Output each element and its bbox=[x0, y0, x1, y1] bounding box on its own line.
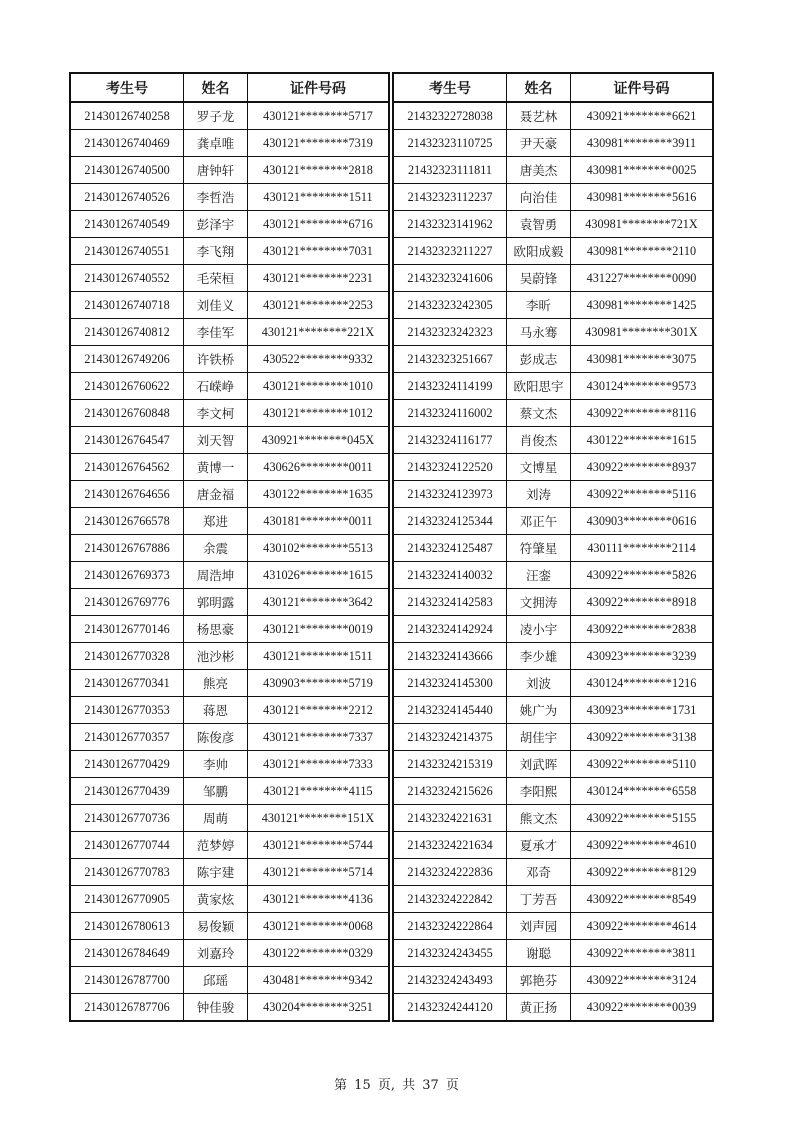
cell-exam-number: 21430126740551 bbox=[70, 238, 184, 265]
cell-id-number: 430981********721X bbox=[571, 211, 714, 238]
table-row bbox=[393, 886, 713, 913]
table-row bbox=[70, 940, 389, 967]
cell-name: 刘声园 bbox=[507, 913, 571, 940]
cell-id-number: 430102********5513 bbox=[248, 535, 390, 562]
table-row bbox=[70, 508, 389, 535]
cell-name: 聂艺林 bbox=[507, 102, 571, 130]
cell-exam-number: 21430126784649 bbox=[70, 940, 184, 967]
cell-exam-number: 21430126749206 bbox=[70, 346, 184, 373]
table-row bbox=[70, 778, 389, 805]
cell-name: 文拥涛 bbox=[507, 589, 571, 616]
cell-exam-number: 21432324125487 bbox=[393, 535, 507, 562]
cell-exam-number: 21432323241606 bbox=[393, 265, 507, 292]
cell-name: 熊文杰 bbox=[507, 805, 571, 832]
cell-id-number: 430121********2212 bbox=[248, 697, 390, 724]
cell-exam-number: 21432324142924 bbox=[393, 616, 507, 643]
cell-exam-number: 21430126760622 bbox=[70, 373, 184, 400]
table-row bbox=[70, 102, 389, 130]
cell-name: 李昕 bbox=[507, 292, 571, 319]
cell-exam-number: 21432324215626 bbox=[393, 778, 507, 805]
table-row bbox=[393, 778, 713, 805]
cell-id-number: 430981********3075 bbox=[571, 346, 714, 373]
cell-name: 袁智勇 bbox=[507, 211, 571, 238]
cell-name: 蒋恩 bbox=[184, 697, 248, 724]
cell-exam-number: 21430126740552 bbox=[70, 265, 184, 292]
cell-name: 周萌 bbox=[184, 805, 248, 832]
header-name: 姓名 bbox=[507, 73, 571, 102]
cell-exam-number: 21432324125344 bbox=[393, 508, 507, 535]
cell-exam-number: 21430126770328 bbox=[70, 643, 184, 670]
cell-id-number: 430121********7319 bbox=[248, 130, 390, 157]
table-body-right bbox=[393, 102, 713, 1021]
cell-name: 肖俊杰 bbox=[507, 427, 571, 454]
cell-name: 文博星 bbox=[507, 454, 571, 481]
candidate-tables bbox=[69, 72, 714, 1022]
cell-name: 李飞翔 bbox=[184, 238, 248, 265]
cell-exam-number: 21432324122520 bbox=[393, 454, 507, 481]
table-row bbox=[393, 643, 713, 670]
cell-exam-number: 21432324114199 bbox=[393, 373, 507, 400]
cell-exam-number: 21430126764656 bbox=[70, 481, 184, 508]
header-exam-number: 考生号 bbox=[393, 73, 507, 102]
table-row bbox=[70, 292, 389, 319]
cell-name: 郑进 bbox=[184, 508, 248, 535]
cell-exam-number: 21430126766578 bbox=[70, 508, 184, 535]
cell-exam-number: 21432324222842 bbox=[393, 886, 507, 913]
cell-name: 杨思豪 bbox=[184, 616, 248, 643]
cell-id-number: 430121********2818 bbox=[248, 157, 390, 184]
cell-id-number: 430903********5719 bbox=[248, 670, 390, 697]
cell-id-number: 430481********9342 bbox=[248, 967, 390, 994]
cell-id-number: 430981********301X bbox=[571, 319, 714, 346]
table-row bbox=[393, 562, 713, 589]
cell-name: 刘嘉玲 bbox=[184, 940, 248, 967]
cell-name: 汪銮 bbox=[507, 562, 571, 589]
cell-id-number: 430122********1635 bbox=[248, 481, 390, 508]
table-row bbox=[393, 508, 713, 535]
table-row bbox=[70, 184, 389, 211]
table-row bbox=[393, 265, 713, 292]
cell-name: 李文柯 bbox=[184, 400, 248, 427]
table-row bbox=[393, 427, 713, 454]
table-row bbox=[393, 589, 713, 616]
table-row bbox=[70, 427, 389, 454]
page-footer: 第 15 页, 共 37 页 bbox=[334, 1078, 459, 1093]
cell-id-number: 430121********3642 bbox=[248, 589, 390, 616]
table-row bbox=[70, 886, 389, 913]
cell-exam-number: 21430126740526 bbox=[70, 184, 184, 211]
cell-name: 马永骞 bbox=[507, 319, 571, 346]
cell-name: 李少雄 bbox=[507, 643, 571, 670]
cell-name: 黄正扬 bbox=[507, 994, 571, 1022]
cell-id-number: 430124********6558 bbox=[571, 778, 714, 805]
table-row bbox=[393, 940, 713, 967]
cell-exam-number: 21432324143666 bbox=[393, 643, 507, 670]
cell-exam-number: 21432324116002 bbox=[393, 400, 507, 427]
cell-id-number: 430922********5826 bbox=[571, 562, 714, 589]
cell-id-number: 430121********6716 bbox=[248, 211, 390, 238]
table-row bbox=[393, 697, 713, 724]
table-row bbox=[393, 211, 713, 238]
cell-id-number: 430922********3811 bbox=[571, 940, 714, 967]
table-row bbox=[393, 805, 713, 832]
header-name: 姓名 bbox=[184, 73, 248, 102]
table-row bbox=[393, 373, 713, 400]
cell-exam-number: 21430126770146 bbox=[70, 616, 184, 643]
cell-exam-number: 21430126769373 bbox=[70, 562, 184, 589]
table-row bbox=[393, 184, 713, 211]
cell-exam-number: 21430126787700 bbox=[70, 967, 184, 994]
cell-id-number: 430124********1216 bbox=[571, 670, 714, 697]
header-id-number: 证件号码 bbox=[248, 73, 390, 102]
cell-name: 罗子龙 bbox=[184, 102, 248, 130]
cell-id-number: 430121********1511 bbox=[248, 643, 390, 670]
table-row bbox=[70, 724, 389, 751]
cell-exam-number: 21430126760848 bbox=[70, 400, 184, 427]
cell-exam-number: 21432324214375 bbox=[393, 724, 507, 751]
cell-exam-number: 21432324221631 bbox=[393, 805, 507, 832]
cell-name: 郭艳芬 bbox=[507, 967, 571, 994]
cell-exam-number: 21432324222836 bbox=[393, 859, 507, 886]
cell-id-number: 430522********9332 bbox=[248, 346, 390, 373]
cell-id-number: 430922********8937 bbox=[571, 454, 714, 481]
table-row bbox=[70, 454, 389, 481]
cell-exam-number: 21430126770905 bbox=[70, 886, 184, 913]
cell-exam-number: 21432324221634 bbox=[393, 832, 507, 859]
cell-name: 黄家炫 bbox=[184, 886, 248, 913]
table-row bbox=[70, 319, 389, 346]
table-row bbox=[393, 670, 713, 697]
cell-name: 范梦婷 bbox=[184, 832, 248, 859]
cell-exam-number: 21432323110725 bbox=[393, 130, 507, 157]
table-row bbox=[70, 562, 389, 589]
cell-id-number: 431227********0090 bbox=[571, 265, 714, 292]
cell-name: 唐美杰 bbox=[507, 157, 571, 184]
cell-id-number: 430204********3251 bbox=[248, 994, 390, 1022]
table-row bbox=[393, 913, 713, 940]
cell-id-number: 430121********7333 bbox=[248, 751, 390, 778]
table-row bbox=[70, 535, 389, 562]
table-row bbox=[70, 643, 389, 670]
candidate-table-right bbox=[392, 72, 714, 1022]
table-row bbox=[70, 805, 389, 832]
cell-id-number: 430121********5744 bbox=[248, 832, 390, 859]
cell-id-number: 430922********8116 bbox=[571, 400, 714, 427]
table-row bbox=[393, 616, 713, 643]
cell-exam-number: 21432323251667 bbox=[393, 346, 507, 373]
cell-name: 唐金福 bbox=[184, 481, 248, 508]
cell-name: 余震 bbox=[184, 535, 248, 562]
table-row bbox=[70, 481, 389, 508]
cell-name: 蔡文杰 bbox=[507, 400, 571, 427]
candidate-table-left bbox=[69, 72, 390, 1022]
cell-exam-number: 21432323111811 bbox=[393, 157, 507, 184]
cell-exam-number: 21432324116177 bbox=[393, 427, 507, 454]
cell-exam-number: 21430126770439 bbox=[70, 778, 184, 805]
table-row bbox=[70, 346, 389, 373]
cell-exam-number: 21430126764547 bbox=[70, 427, 184, 454]
cell-exam-number: 21432323242323 bbox=[393, 319, 507, 346]
table-row bbox=[70, 400, 389, 427]
cell-id-number: 430122********1615 bbox=[571, 427, 714, 454]
cell-exam-number: 21430126740500 bbox=[70, 157, 184, 184]
cell-id-number: 430922********5116 bbox=[571, 481, 714, 508]
cell-exam-number: 21432323242305 bbox=[393, 292, 507, 319]
table-row bbox=[70, 130, 389, 157]
cell-id-number: 430922********8918 bbox=[571, 589, 714, 616]
table-row bbox=[393, 292, 713, 319]
cell-name: 彭成志 bbox=[507, 346, 571, 373]
cell-name: 刘波 bbox=[507, 670, 571, 697]
cell-name: 许铁桥 bbox=[184, 346, 248, 373]
cell-name: 刘天智 bbox=[184, 427, 248, 454]
cell-id-number: 430121********5714 bbox=[248, 859, 390, 886]
cell-id-number: 430121********7337 bbox=[248, 724, 390, 751]
cell-name: 易俊颖 bbox=[184, 913, 248, 940]
cell-name: 陈宇建 bbox=[184, 859, 248, 886]
cell-name: 熊亮 bbox=[184, 670, 248, 697]
table-row bbox=[70, 589, 389, 616]
cell-id-number: 430922********3124 bbox=[571, 967, 714, 994]
table-row bbox=[393, 157, 713, 184]
table-row bbox=[393, 130, 713, 157]
cell-exam-number: 21430126740549 bbox=[70, 211, 184, 238]
cell-name: 吴蔚锋 bbox=[507, 265, 571, 292]
cell-exam-number: 21430126767886 bbox=[70, 535, 184, 562]
cell-id-number: 430922********8549 bbox=[571, 886, 714, 913]
cell-name: 邱瑶 bbox=[184, 967, 248, 994]
table-row bbox=[70, 616, 389, 643]
cell-name: 符肇星 bbox=[507, 535, 571, 562]
cell-id-number: 430923********1731 bbox=[571, 697, 714, 724]
cell-name: 李哲浩 bbox=[184, 184, 248, 211]
table-row bbox=[393, 724, 713, 751]
cell-name: 邹鹏 bbox=[184, 778, 248, 805]
cell-id-number: 430121********0068 bbox=[248, 913, 390, 940]
table-row bbox=[393, 832, 713, 859]
cell-name: 邓奇 bbox=[507, 859, 571, 886]
cell-exam-number: 21430126740258 bbox=[70, 102, 184, 130]
cell-exam-number: 21430126770341 bbox=[70, 670, 184, 697]
cell-exam-number: 21430126764562 bbox=[70, 454, 184, 481]
cell-name: 向治佳 bbox=[507, 184, 571, 211]
table-row bbox=[393, 535, 713, 562]
cell-name: 李帅 bbox=[184, 751, 248, 778]
cell-exam-number: 21432324244120 bbox=[393, 994, 507, 1022]
cell-name: 龚卓唯 bbox=[184, 130, 248, 157]
cell-id-number: 430121********1012 bbox=[248, 400, 390, 427]
header-exam-number: 考生号 bbox=[70, 73, 184, 102]
cell-name: 夏承才 bbox=[507, 832, 571, 859]
table-row bbox=[393, 319, 713, 346]
cell-name: 姚广为 bbox=[507, 697, 571, 724]
cell-exam-number: 21430126740812 bbox=[70, 319, 184, 346]
cell-name: 谢聪 bbox=[507, 940, 571, 967]
cell-exam-number: 21432324243493 bbox=[393, 967, 507, 994]
cell-name: 李佳军 bbox=[184, 319, 248, 346]
cell-name: 丁芳吾 bbox=[507, 886, 571, 913]
cell-exam-number: 21432324142583 bbox=[393, 589, 507, 616]
cell-id-number: 430903********0616 bbox=[571, 508, 714, 535]
table-row bbox=[393, 967, 713, 994]
table-row bbox=[393, 481, 713, 508]
cell-exam-number: 21430126770429 bbox=[70, 751, 184, 778]
cell-name: 刘武晖 bbox=[507, 751, 571, 778]
cell-exam-number: 21432322728038 bbox=[393, 102, 507, 130]
cell-id-number: 430121********151X bbox=[248, 805, 390, 832]
cell-exam-number: 21430126740718 bbox=[70, 292, 184, 319]
cell-name: 石嵘峥 bbox=[184, 373, 248, 400]
table-row bbox=[70, 859, 389, 886]
cell-id-number: 430922********5155 bbox=[571, 805, 714, 832]
cell-exam-number: 21432324215319 bbox=[393, 751, 507, 778]
cell-id-number: 430923********3239 bbox=[571, 643, 714, 670]
cell-id-number: 430121********4136 bbox=[248, 886, 390, 913]
cell-name: 郭明露 bbox=[184, 589, 248, 616]
cell-name: 池沙彬 bbox=[184, 643, 248, 670]
cell-exam-number: 21432324145300 bbox=[393, 670, 507, 697]
cell-id-number: 430122********0329 bbox=[248, 940, 390, 967]
cell-name: 凌小宇 bbox=[507, 616, 571, 643]
cell-id-number: 430111********2114 bbox=[571, 535, 714, 562]
cell-exam-number: 21432324222864 bbox=[393, 913, 507, 940]
cell-id-number: 430121********1010 bbox=[248, 373, 390, 400]
table-row bbox=[393, 238, 713, 265]
cell-exam-number: 21430126770357 bbox=[70, 724, 184, 751]
cell-exam-number: 21430126770736 bbox=[70, 805, 184, 832]
cell-id-number: 430922********5110 bbox=[571, 751, 714, 778]
table-row bbox=[393, 102, 713, 130]
cell-id-number: 430922********4610 bbox=[571, 832, 714, 859]
cell-id-number: 430981********1425 bbox=[571, 292, 714, 319]
cell-exam-number: 21432323112237 bbox=[393, 184, 507, 211]
table-header-row bbox=[393, 73, 713, 102]
table-row bbox=[70, 913, 389, 940]
cell-name: 欧阳思宇 bbox=[507, 373, 571, 400]
table-row bbox=[393, 994, 713, 1022]
cell-id-number: 430181********0011 bbox=[248, 508, 390, 535]
cell-name: 黄博一 bbox=[184, 454, 248, 481]
table-row bbox=[393, 346, 713, 373]
cell-exam-number: 21432324123973 bbox=[393, 481, 507, 508]
cell-id-number: 430921********045X bbox=[248, 427, 390, 454]
cell-exam-number: 21432324243455 bbox=[393, 940, 507, 967]
cell-exam-number: 21430126770353 bbox=[70, 697, 184, 724]
cell-exam-number: 21430126770783 bbox=[70, 859, 184, 886]
table-body-left bbox=[70, 102, 389, 1021]
table-row bbox=[70, 994, 389, 1022]
table-row bbox=[393, 751, 713, 778]
cell-exam-number: 21430126769776 bbox=[70, 589, 184, 616]
table-row bbox=[70, 967, 389, 994]
cell-id-number: 430921********6621 bbox=[571, 102, 714, 130]
cell-id-number: 430121********7031 bbox=[248, 238, 390, 265]
cell-name: 彭泽宇 bbox=[184, 211, 248, 238]
header-id-number: 证件号码 bbox=[571, 73, 714, 102]
table-row bbox=[393, 400, 713, 427]
table-row bbox=[393, 859, 713, 886]
cell-id-number: 431026********1615 bbox=[248, 562, 390, 589]
cell-id-number: 430981********5616 bbox=[571, 184, 714, 211]
cell-name: 刘佳义 bbox=[184, 292, 248, 319]
table-row bbox=[70, 670, 389, 697]
cell-name: 毛荣桓 bbox=[184, 265, 248, 292]
table-row bbox=[70, 157, 389, 184]
cell-exam-number: 21432324140032 bbox=[393, 562, 507, 589]
cell-name: 陈俊彦 bbox=[184, 724, 248, 751]
table-row bbox=[70, 265, 389, 292]
cell-id-number: 430981********2110 bbox=[571, 238, 714, 265]
cell-exam-number: 21430126740469 bbox=[70, 130, 184, 157]
cell-id-number: 430121********0019 bbox=[248, 616, 390, 643]
cell-exam-number: 21430126787706 bbox=[70, 994, 184, 1022]
cell-exam-number: 21432323141962 bbox=[393, 211, 507, 238]
cell-exam-number: 21430126770744 bbox=[70, 832, 184, 859]
table-row bbox=[70, 832, 389, 859]
table-row bbox=[70, 373, 389, 400]
cell-id-number: 430626********0011 bbox=[248, 454, 390, 481]
cell-id-number: 430922********4614 bbox=[571, 913, 714, 940]
cell-id-number: 430922********8129 bbox=[571, 859, 714, 886]
cell-id-number: 430922********2838 bbox=[571, 616, 714, 643]
table-row bbox=[70, 751, 389, 778]
cell-name: 周浩坤 bbox=[184, 562, 248, 589]
cell-exam-number: 21430126780613 bbox=[70, 913, 184, 940]
cell-name: 邓正午 bbox=[507, 508, 571, 535]
table-row bbox=[70, 211, 389, 238]
cell-name: 尹天豪 bbox=[507, 130, 571, 157]
cell-id-number: 430121********221X bbox=[248, 319, 390, 346]
table-row bbox=[70, 697, 389, 724]
cell-name: 刘涛 bbox=[507, 481, 571, 508]
table-row bbox=[393, 454, 713, 481]
table-header-row bbox=[70, 73, 389, 102]
cell-name: 钟佳骏 bbox=[184, 994, 248, 1022]
cell-id-number: 430121********2231 bbox=[248, 265, 390, 292]
cell-name: 唐钟轩 bbox=[184, 157, 248, 184]
cell-id-number: 430981********0025 bbox=[571, 157, 714, 184]
cell-id-number: 430121********5717 bbox=[248, 102, 390, 130]
cell-exam-number: 21432324145440 bbox=[393, 697, 507, 724]
cell-id-number: 430922********3138 bbox=[571, 724, 714, 751]
cell-id-number: 430922********0039 bbox=[571, 994, 714, 1022]
cell-id-number: 430981********3911 bbox=[571, 130, 714, 157]
cell-id-number: 430121********2253 bbox=[248, 292, 390, 319]
cell-exam-number: 21432323211227 bbox=[393, 238, 507, 265]
cell-id-number: 430124********9573 bbox=[571, 373, 714, 400]
cell-id-number: 430121********4115 bbox=[248, 778, 390, 805]
table-row bbox=[70, 238, 389, 265]
cell-name: 李阳熙 bbox=[507, 778, 571, 805]
cell-name: 欧阳成毅 bbox=[507, 238, 571, 265]
cell-name: 胡佳宇 bbox=[507, 724, 571, 751]
cell-id-number: 430121********1511 bbox=[248, 184, 390, 211]
